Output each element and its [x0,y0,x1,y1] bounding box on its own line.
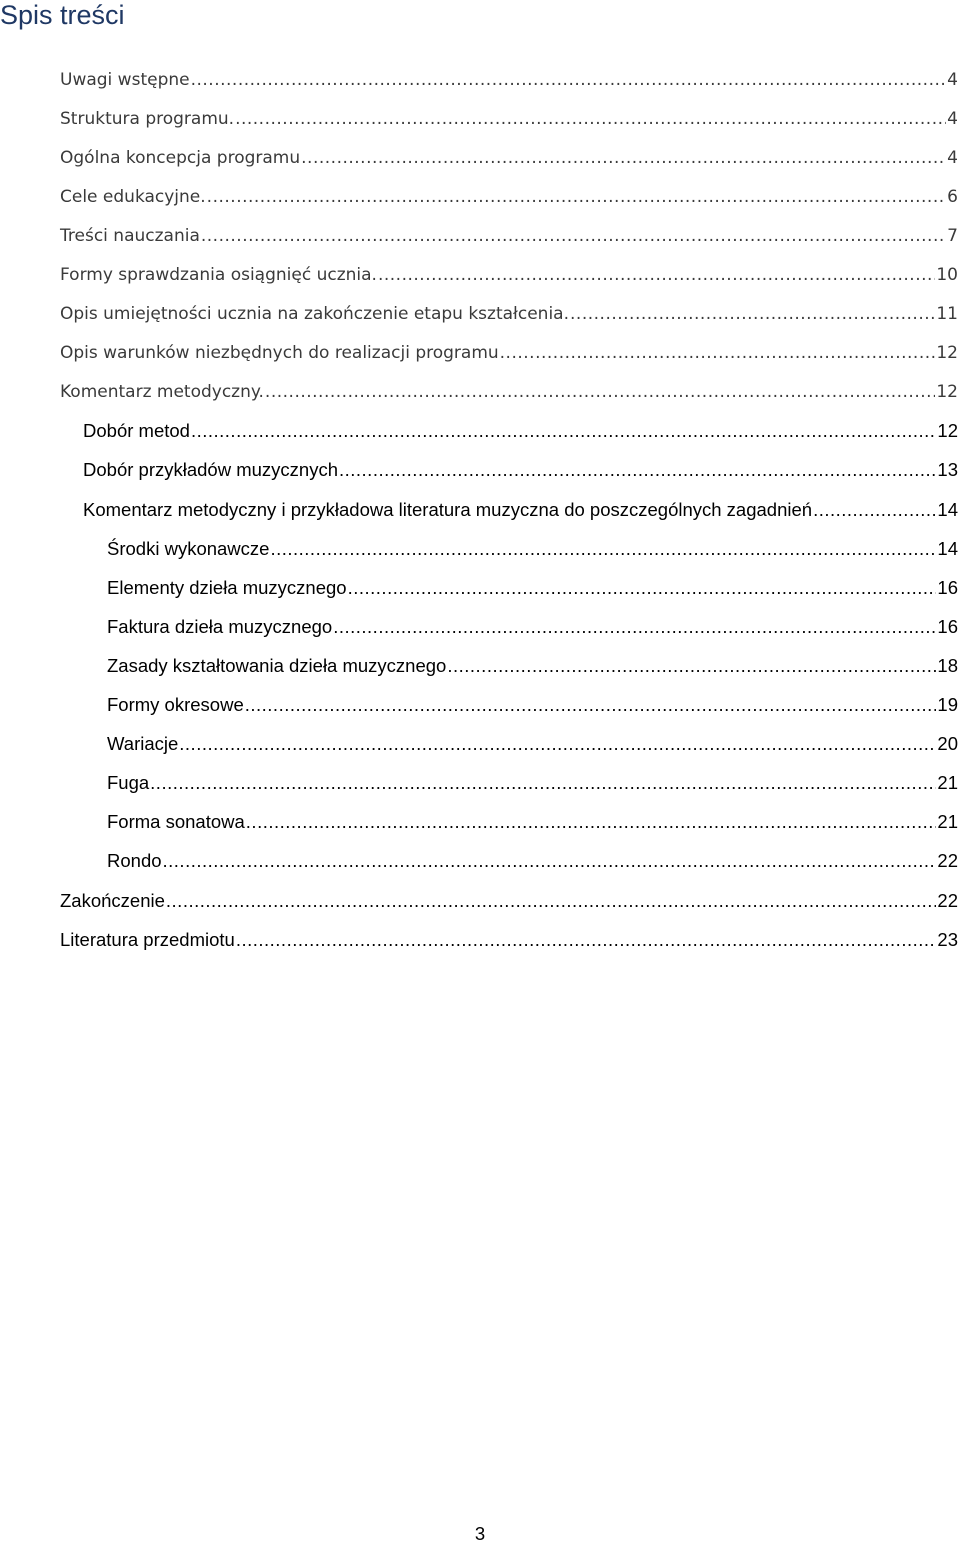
toc-entry[interactable] [0,99,960,138]
toc-entry-label: Forma sonatowa [107,811,245,833]
dot-leader [236,929,937,951]
toc-entry[interactable] [0,490,960,529]
dot-leader [500,343,936,363]
dot-leader [179,733,936,755]
toc-entry-page: 19 [937,694,958,716]
toc-entry-page: 21 [937,772,958,794]
toc-entry[interactable] [0,881,960,920]
toc-entry-label: Ogólna koncepcja programu [60,147,301,168]
toc-entry-label: Formy sprawdzania osiągnięć ucznia. [60,265,377,286]
dot-leader [301,148,946,168]
toc-entry[interactable] [0,764,960,803]
dot-leader [333,616,936,638]
dot-leader [207,187,947,207]
toc-entry-label: Wariacje [107,733,179,755]
dot-leader [378,265,935,285]
dot-leader [265,382,935,402]
toc-entry-page: 16 [937,615,958,637]
toc-entry-label: Struktura programu. [60,108,235,129]
toc-entry-page: 10 [936,265,958,286]
dot-leader [166,890,937,912]
toc-entry-page: 21 [937,811,958,833]
toc-entry-page: 13 [937,459,958,481]
toc-entry[interactable] [0,295,960,334]
toc-entry-label: Komentarz metodyczny. [60,382,264,403]
toc-entry-label: Zakończenie [60,889,165,911]
dot-leader [235,109,946,129]
toc-entry-label: Elementy dzieła muzycznego [107,576,347,598]
toc-entry-page: 7 [947,225,958,246]
toc-entry-page: 12 [937,420,958,442]
toc-heading: Spis treści [0,0,125,30]
toc-entry[interactable] [0,216,960,255]
toc-entry-label: Formy okresowe [107,694,244,716]
dot-leader [246,811,937,833]
dot-leader [191,420,936,442]
toc-entry-label: Komentarz metodyczny i przykładowa literatura muzyczna do poszczególnych zagadnień [83,498,813,520]
toc-entry[interactable] [0,686,960,725]
toc-entry[interactable] [0,255,960,294]
toc-entry[interactable] [0,725,960,764]
toc-entry-page: 11 [936,304,958,325]
dot-leader [150,772,936,794]
toc-entry[interactable] [0,803,960,842]
toc-entry-page: 6 [947,186,958,207]
toc-entry-label: Literatura przedmiotu [60,928,235,950]
toc-entry-page: 4 [947,147,958,168]
toc-entry-label: Środki wykonawcze [107,537,270,559]
toc-entry-label: Dobór przykładów muzycznych [83,459,338,481]
toc-entry[interactable] [0,373,960,412]
dot-leader [813,499,936,521]
table-of-contents [0,60,960,959]
dot-leader [447,655,936,677]
page-number: 3 [474,1523,486,1544]
toc-entry-label: Dobór metod [83,420,190,442]
toc-entry[interactable] [0,842,960,881]
dot-leader [163,850,937,872]
toc-entry-page: 18 [937,654,958,676]
toc-entry-label: Uwagi wstępne [60,69,190,90]
toc-entry-label: Fuga [107,772,150,794]
toc-entry-label: Treści nauczania [60,225,200,246]
dot-leader [570,304,935,324]
toc-entry[interactable] [0,412,960,451]
dot-leader [201,226,946,246]
dot-leader [348,577,937,599]
toc-entry-page: 22 [937,850,958,872]
toc-entry[interactable] [0,607,960,646]
toc-entry-page: 14 [937,498,958,520]
toc-entry[interactable] [0,529,960,568]
toc-entry-label: Opis umiejętności ucznia na zakończenie etapu kształcenia. [60,304,570,325]
toc-entry[interactable] [0,920,960,959]
toc-entry-page: 23 [937,928,958,950]
toc-entry-label: Rondo [107,850,162,872]
toc-entry-page: 20 [937,733,958,755]
toc-entry[interactable] [0,334,960,373]
toc-entry[interactable] [0,177,960,216]
toc-entry-page: 12 [936,382,958,403]
toc-entry-label: Opis warunków niezbędnych do realizacji programu [60,343,499,364]
toc-entry-page: 14 [937,537,958,559]
toc-entry-label: Cele edukacyjne. [60,186,206,207]
toc-entry-page: 22 [937,889,958,911]
dot-leader [245,694,937,716]
toc-entry-label: Zasady kształtowania dzieła muzycznego [107,654,447,676]
toc-entry[interactable] [0,138,960,177]
toc-entry[interactable] [0,60,960,99]
toc-entry-page: 12 [936,343,958,364]
toc-entry-page: 4 [947,69,958,90]
toc-entry[interactable] [0,451,960,490]
toc-entry[interactable] [0,568,960,607]
dot-leader [339,459,936,481]
toc-entry[interactable] [0,646,960,685]
dot-leader [191,70,947,90]
toc-entry-label: Faktura dzieła muzycznego [107,615,333,637]
toc-entry-page: 4 [947,108,958,129]
toc-entry-page: 16 [937,576,958,598]
dot-leader [270,538,936,560]
